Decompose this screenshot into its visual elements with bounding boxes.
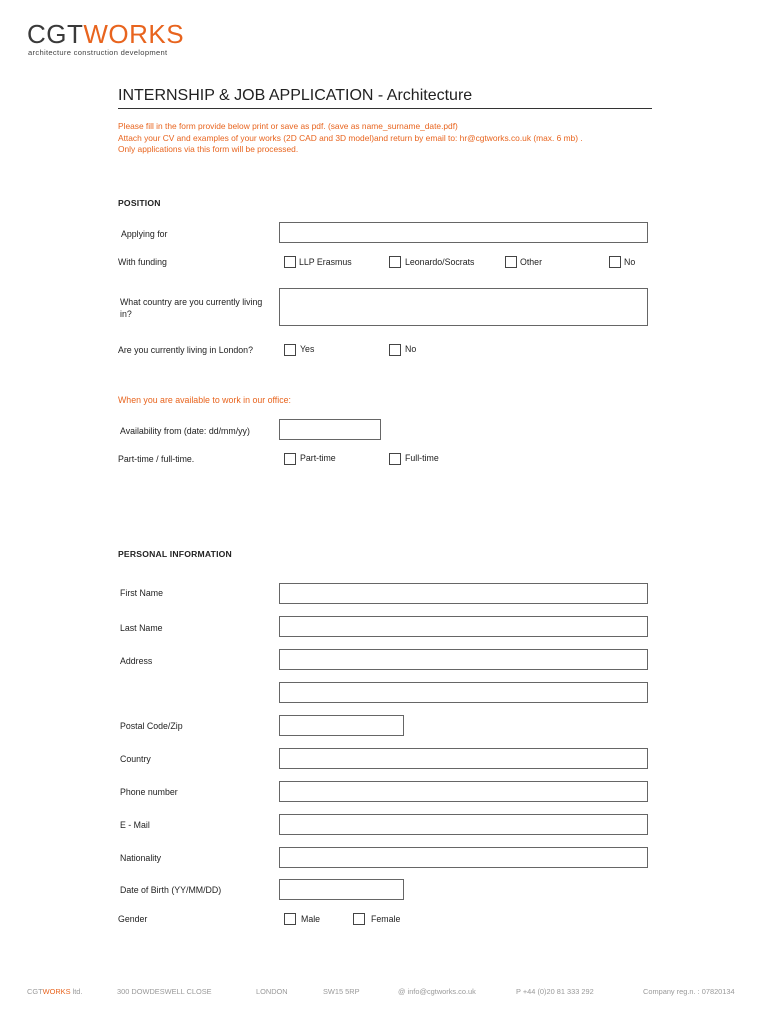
section-personal-heading: PERSONAL INFORMATION <box>118 549 232 559</box>
funding-other-checkbox[interactable] <box>505 256 517 268</box>
funding-no-checkbox[interactable] <box>609 256 621 268</box>
address-field-line-1[interactable] <box>279 649 648 670</box>
title-divider <box>118 108 652 109</box>
footer-postcode: SW15 5RP <box>323 987 360 996</box>
instructions <box>118 121 648 156</box>
footer-city: LONDON <box>256 987 288 996</box>
gender-male-label: Male <box>301 914 321 924</box>
logo-cgt: CGT <box>27 19 84 49</box>
london-question-label: Are you currently living in London? <box>118 345 253 355</box>
london-yes-label: Yes <box>300 344 315 354</box>
last-name-label: Last Name <box>120 623 163 633</box>
funding-llp-erasmus-label: LLP Erasmus <box>299 257 352 267</box>
parttime-option-label: Part-time <box>300 453 336 463</box>
last-name-field[interactable] <box>279 616 648 637</box>
dob-label: Date of Birth (YY/MM/DD) <box>120 885 222 895</box>
instruction-line-2: Attach your CV and examples of your works (2D CAD and 3D model)and return by email to: hr@cgtworks.co.uk (max. 6 mb) . <box>118 132 583 143</box>
instruction-line-1: Please fill in the form provide below print or save as pdf. (save as name_surname_date.pdf) <box>118 121 458 131</box>
footer-company-works: WORKS <box>42 987 71 996</box>
availability-from-label: Availability from (date: dd/mm/yy) <box>120 426 250 436</box>
postal-code-label: Postal Code/Zip <box>120 721 183 731</box>
gender-label: Gender <box>118 914 148 924</box>
london-no-label: No <box>405 344 417 354</box>
parttime-fulltime-label: Part-time / full-time. <box>118 454 195 464</box>
funding-leonardo-checkbox[interactable] <box>389 256 401 268</box>
gender-female-label: Female <box>371 914 401 924</box>
current-country-field[interactable] <box>279 288 648 326</box>
parttime-checkbox[interactable] <box>284 453 296 465</box>
availability-date-field[interactable] <box>279 419 381 440</box>
fulltime-option-label: Full-time <box>405 453 439 463</box>
footer-company-cgt: CGT <box>27 987 43 996</box>
email-field[interactable] <box>279 814 648 835</box>
footer-email: @ info@cgtworks.co.uk <box>398 987 476 996</box>
with-funding-label: With funding <box>118 257 167 267</box>
london-no-checkbox[interactable] <box>389 344 401 356</box>
footer-address: 300 DOWDESWELL CLOSE <box>117 987 212 996</box>
london-yes-checkbox[interactable] <box>284 344 296 356</box>
phone-label: Phone number <box>120 787 178 797</box>
footer-phone: P +44 (0)20 81 333 292 <box>516 987 594 996</box>
country-label: Country <box>120 754 151 764</box>
availability-heading: When you are available to work in our office: <box>118 395 291 405</box>
logo-works: WORKS <box>83 19 185 49</box>
funding-llp-erasmus-checkbox[interactable] <box>284 256 296 268</box>
logo-tagline: architecture construction development <box>28 48 168 57</box>
gender-female-checkbox[interactable] <box>353 913 365 925</box>
footer-company-ltd: ltd. <box>70 987 83 996</box>
funding-no-label: No <box>624 257 636 267</box>
nationality-field[interactable] <box>279 847 648 868</box>
address-field-line-2[interactable] <box>279 682 648 703</box>
dob-field[interactable] <box>279 879 404 900</box>
first-name-field[interactable] <box>279 583 648 604</box>
footer-company-reg: Company reg.n. : 07820134 <box>643 987 735 996</box>
page-title: INTERNSHIP & JOB APPLICATION - Architecture <box>118 87 473 104</box>
country-field[interactable] <box>279 748 648 769</box>
gender-male-checkbox[interactable] <box>284 913 296 925</box>
phone-field[interactable] <box>279 781 648 802</box>
nationality-label: Nationality <box>120 853 162 863</box>
applying-for-label: Applying for <box>121 229 168 239</box>
email-label: E - Mail <box>120 820 150 830</box>
footer-company <box>27 987 82 996</box>
country-question-label: What country are you currently living in? <box>120 297 263 319</box>
applying-for-field[interactable] <box>279 222 648 243</box>
funding-leonardo-label: Leonardo/Socrats <box>405 257 475 267</box>
section-position-heading: POSITION <box>118 198 161 208</box>
postal-code-field[interactable] <box>279 715 404 736</box>
instruction-line-3: Only applications via this form will be processed. <box>118 144 299 154</box>
company-logo <box>27 21 184 47</box>
funding-other-label: Other <box>520 257 543 267</box>
address-label: Address <box>120 656 153 666</box>
fulltime-checkbox[interactable] <box>389 453 401 465</box>
first-name-label: First Name <box>120 588 164 598</box>
